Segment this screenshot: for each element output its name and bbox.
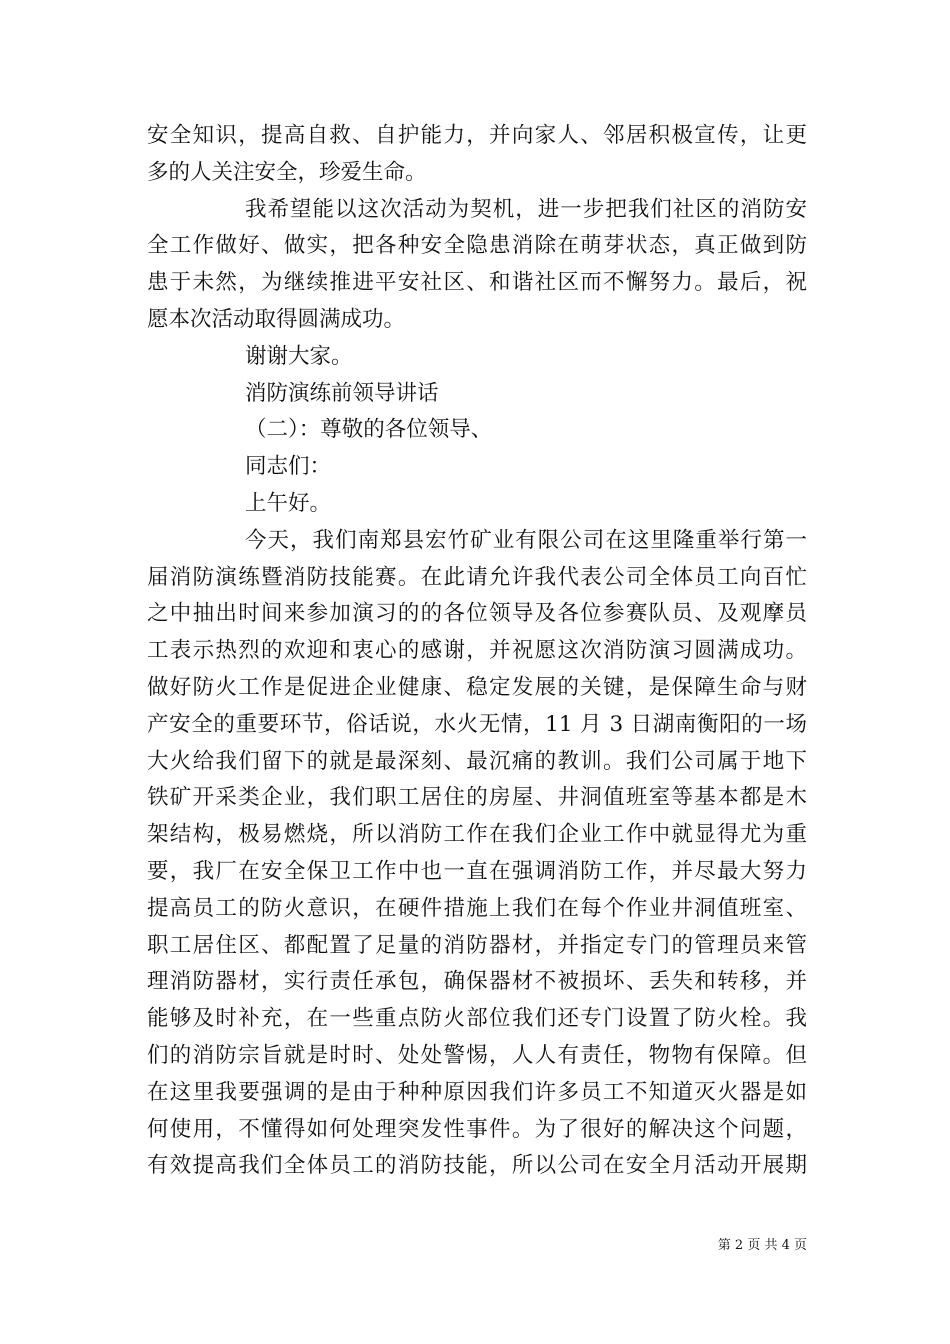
text-line: 提高员工的防火意识，在硬件措施上我们在每个作业井洞值班室、 <box>147 895 807 921</box>
text-line: 铁矿开采类企业，我们职工居住的房屋、井洞值班室等基本都是木 <box>147 785 807 811</box>
text-line: 架结构，极易燃烧，所以消防工作在我们企业工作中就显得尤为重 <box>147 822 807 848</box>
text-line: 职工居住区、都配置了足量的消防器材，并指定专门的管理员来管 <box>147 932 807 958</box>
page-number-footer: 第 2 页 共 4 页 <box>717 1238 807 1253</box>
text-line: 有效提高我们全体员工的消防技能，所以公司在安全月活动开展期 <box>147 1153 807 1179</box>
text-line: 我希望能以这次活动为契机，进一步把我们社区的消防安 <box>245 196 807 222</box>
text-line: 谢谢大家。 <box>245 343 353 369</box>
text-line: 同志们： <box>245 454 332 480</box>
text-line: 何使用，不懂得如何处理突发性事件。为了很好的解决这个问题， <box>147 1116 807 1142</box>
text-line: 多的人关注安全，珍爱生命。 <box>147 159 427 185</box>
text-line: 全工作做好、做实，把各种安全隐患消除在萌芽状态，真正做到防 <box>147 233 807 259</box>
text-line: 理消防器材，实行责任承包，确保器材不被损坏、丢失和转移，并 <box>147 969 807 995</box>
text-line: 大火给我们留下的就是最深刻、最沉痛的教训。我们公司属于地下 <box>147 748 807 774</box>
text-line: 患于未然，为继续推进平安社区、和谐社区而不懈努力。最后，祝 <box>147 270 807 296</box>
text-line: 们的消防宗旨就是时时、处处警惕，人人有责任，物物有保障。但 <box>147 1042 807 1068</box>
text-line: 能够及时补充，在一些重点防火部位我们还专门设置了防火栓。我 <box>147 1006 807 1032</box>
text-line: 届消防演练暨消防技能赛。在此请允许我代表公司全体员工向百忙 <box>147 564 807 590</box>
text-line: 产安全的重要环节，俗话说，水火无情，11 月 3 日湖南衡阳的一场 <box>147 711 807 737</box>
text-line: 之中抽出时间来参加演习的的各位领导及各位参赛队员、及观摩员 <box>147 601 807 627</box>
text-line: 做好防火工作是促进企业健康、稳定发展的关键，是保障生命与财 <box>147 674 807 700</box>
text-line: 工表示热烈的欢迎和衷心的感谢，并祝愿这次消防演习圆满成功。 <box>147 638 807 664</box>
text-line: 今天，我们南郑县宏竹矿业有限公司在这里隆重举行第一 <box>245 527 807 553</box>
document-body <box>147 118 807 1185</box>
text-line: 消防演练前领导讲话 <box>245 380 439 406</box>
text-line: 上午好。 <box>245 490 332 516</box>
text-line: 安全知识，提高自救、自护能力，并向家人、邻居积极宣传，让更 <box>147 123 807 148</box>
text-line: 愿本次活动取得圆满成功。 <box>147 306 406 332</box>
text-line: （二）：尊敬的各位领导、 <box>245 417 493 443</box>
text-line: 在这里我要强调的是由于种种原因我们许多员工不知道灭火器是如 <box>147 1079 807 1105</box>
text-line: 要，我厂在安全保卫工作中也一直在强调消防工作，并尽最大努力 <box>147 858 807 884</box>
